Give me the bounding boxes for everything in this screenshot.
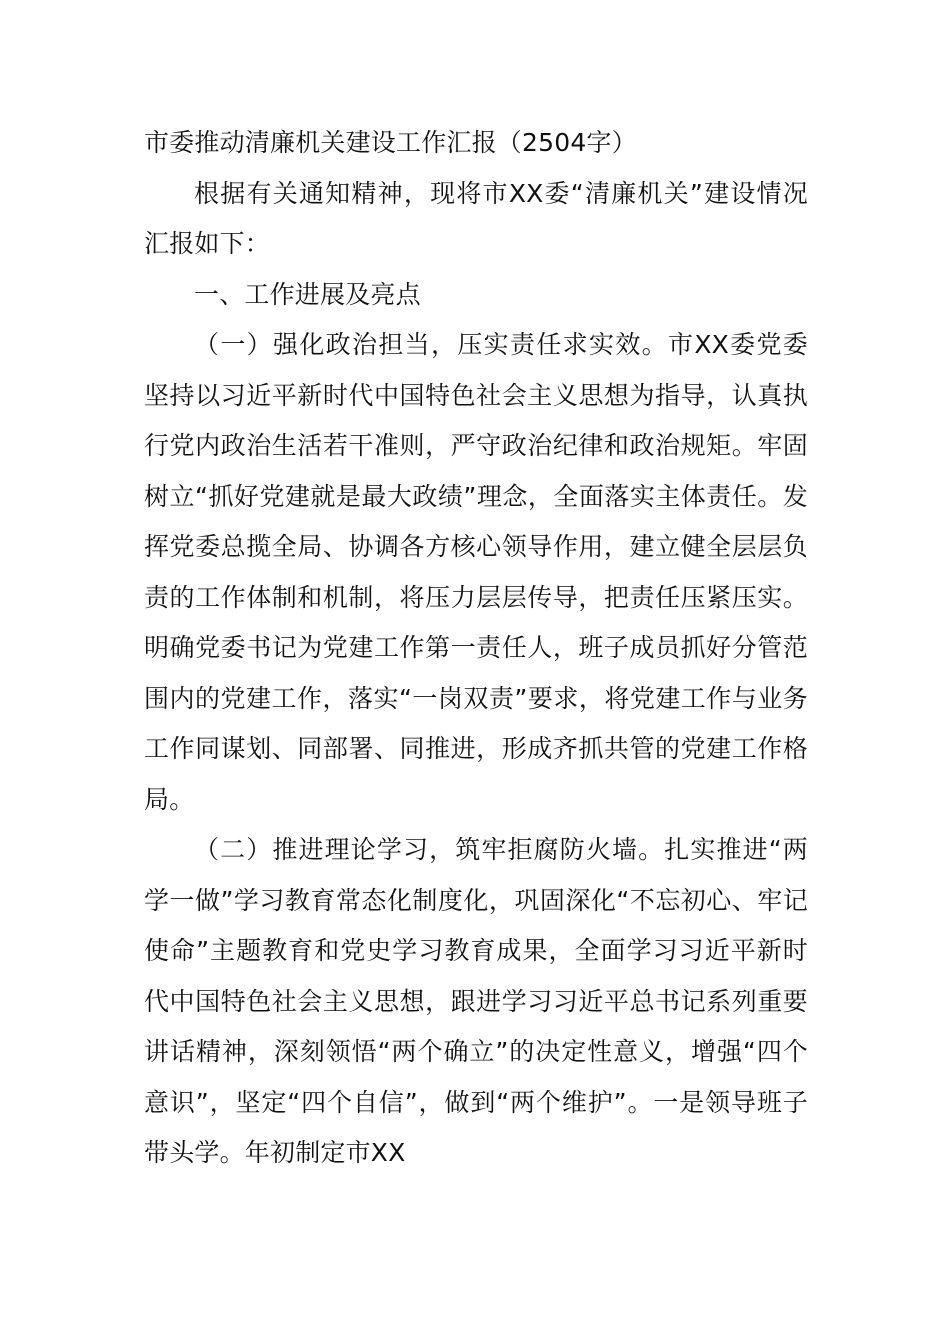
document-title: 市委推动清廉机关建设工作汇报（2504字） bbox=[144, 128, 637, 157]
document-body bbox=[144, 118, 808, 1179]
paragraph-political-responsibility: （一）强化政治担当，压实责任求实效。市XX委党委坚持以习近平新时代中国特色社会主义思想为指导，认真执行党内政治生活若干准则，严守政治纪律和政治规矩。牢固树立“抓好党建就是最大政绩”理念，全面落实主体责任。发挥党委总揽全局、协调各方核心领导作用，建立健全层层负责的工作体制和机制，将压力层层传导，把责任压紧压实。明确党委书记为党建工作第一责任人，班子成员抓好分管范围内的党建工作，落实“一岗双责”要求，将党建工作与业务工作同谋划、同部署、同推进，形成齐抓共管的党建工作格局。 bbox=[144, 330, 808, 814]
section-heading: 一、工作进展及亮点 bbox=[194, 279, 421, 309]
paragraph-theory-study: （二）推进理论学习，筑牢拒腐防火墙。扎实推进“两学一做”学习教育常态化制度化，巩固深化“不忘初心、牢记使命”主题教育和党史学习教育成果，全面学习习近平新时代中国特色社会主义思想，跟进学习习近平总书记系列重要讲话精神，深刻领悟“两个确立”的决定性意义，增强“四个意识”，坚定“四个自信”，做到“两个维护”。一是领导班子带头学。年初制定市XX bbox=[144, 835, 808, 1167]
intro-paragraph: 根据有关通知精神，现将市XX委“清廉机关”建设情况汇报如下： bbox=[144, 178, 808, 258]
